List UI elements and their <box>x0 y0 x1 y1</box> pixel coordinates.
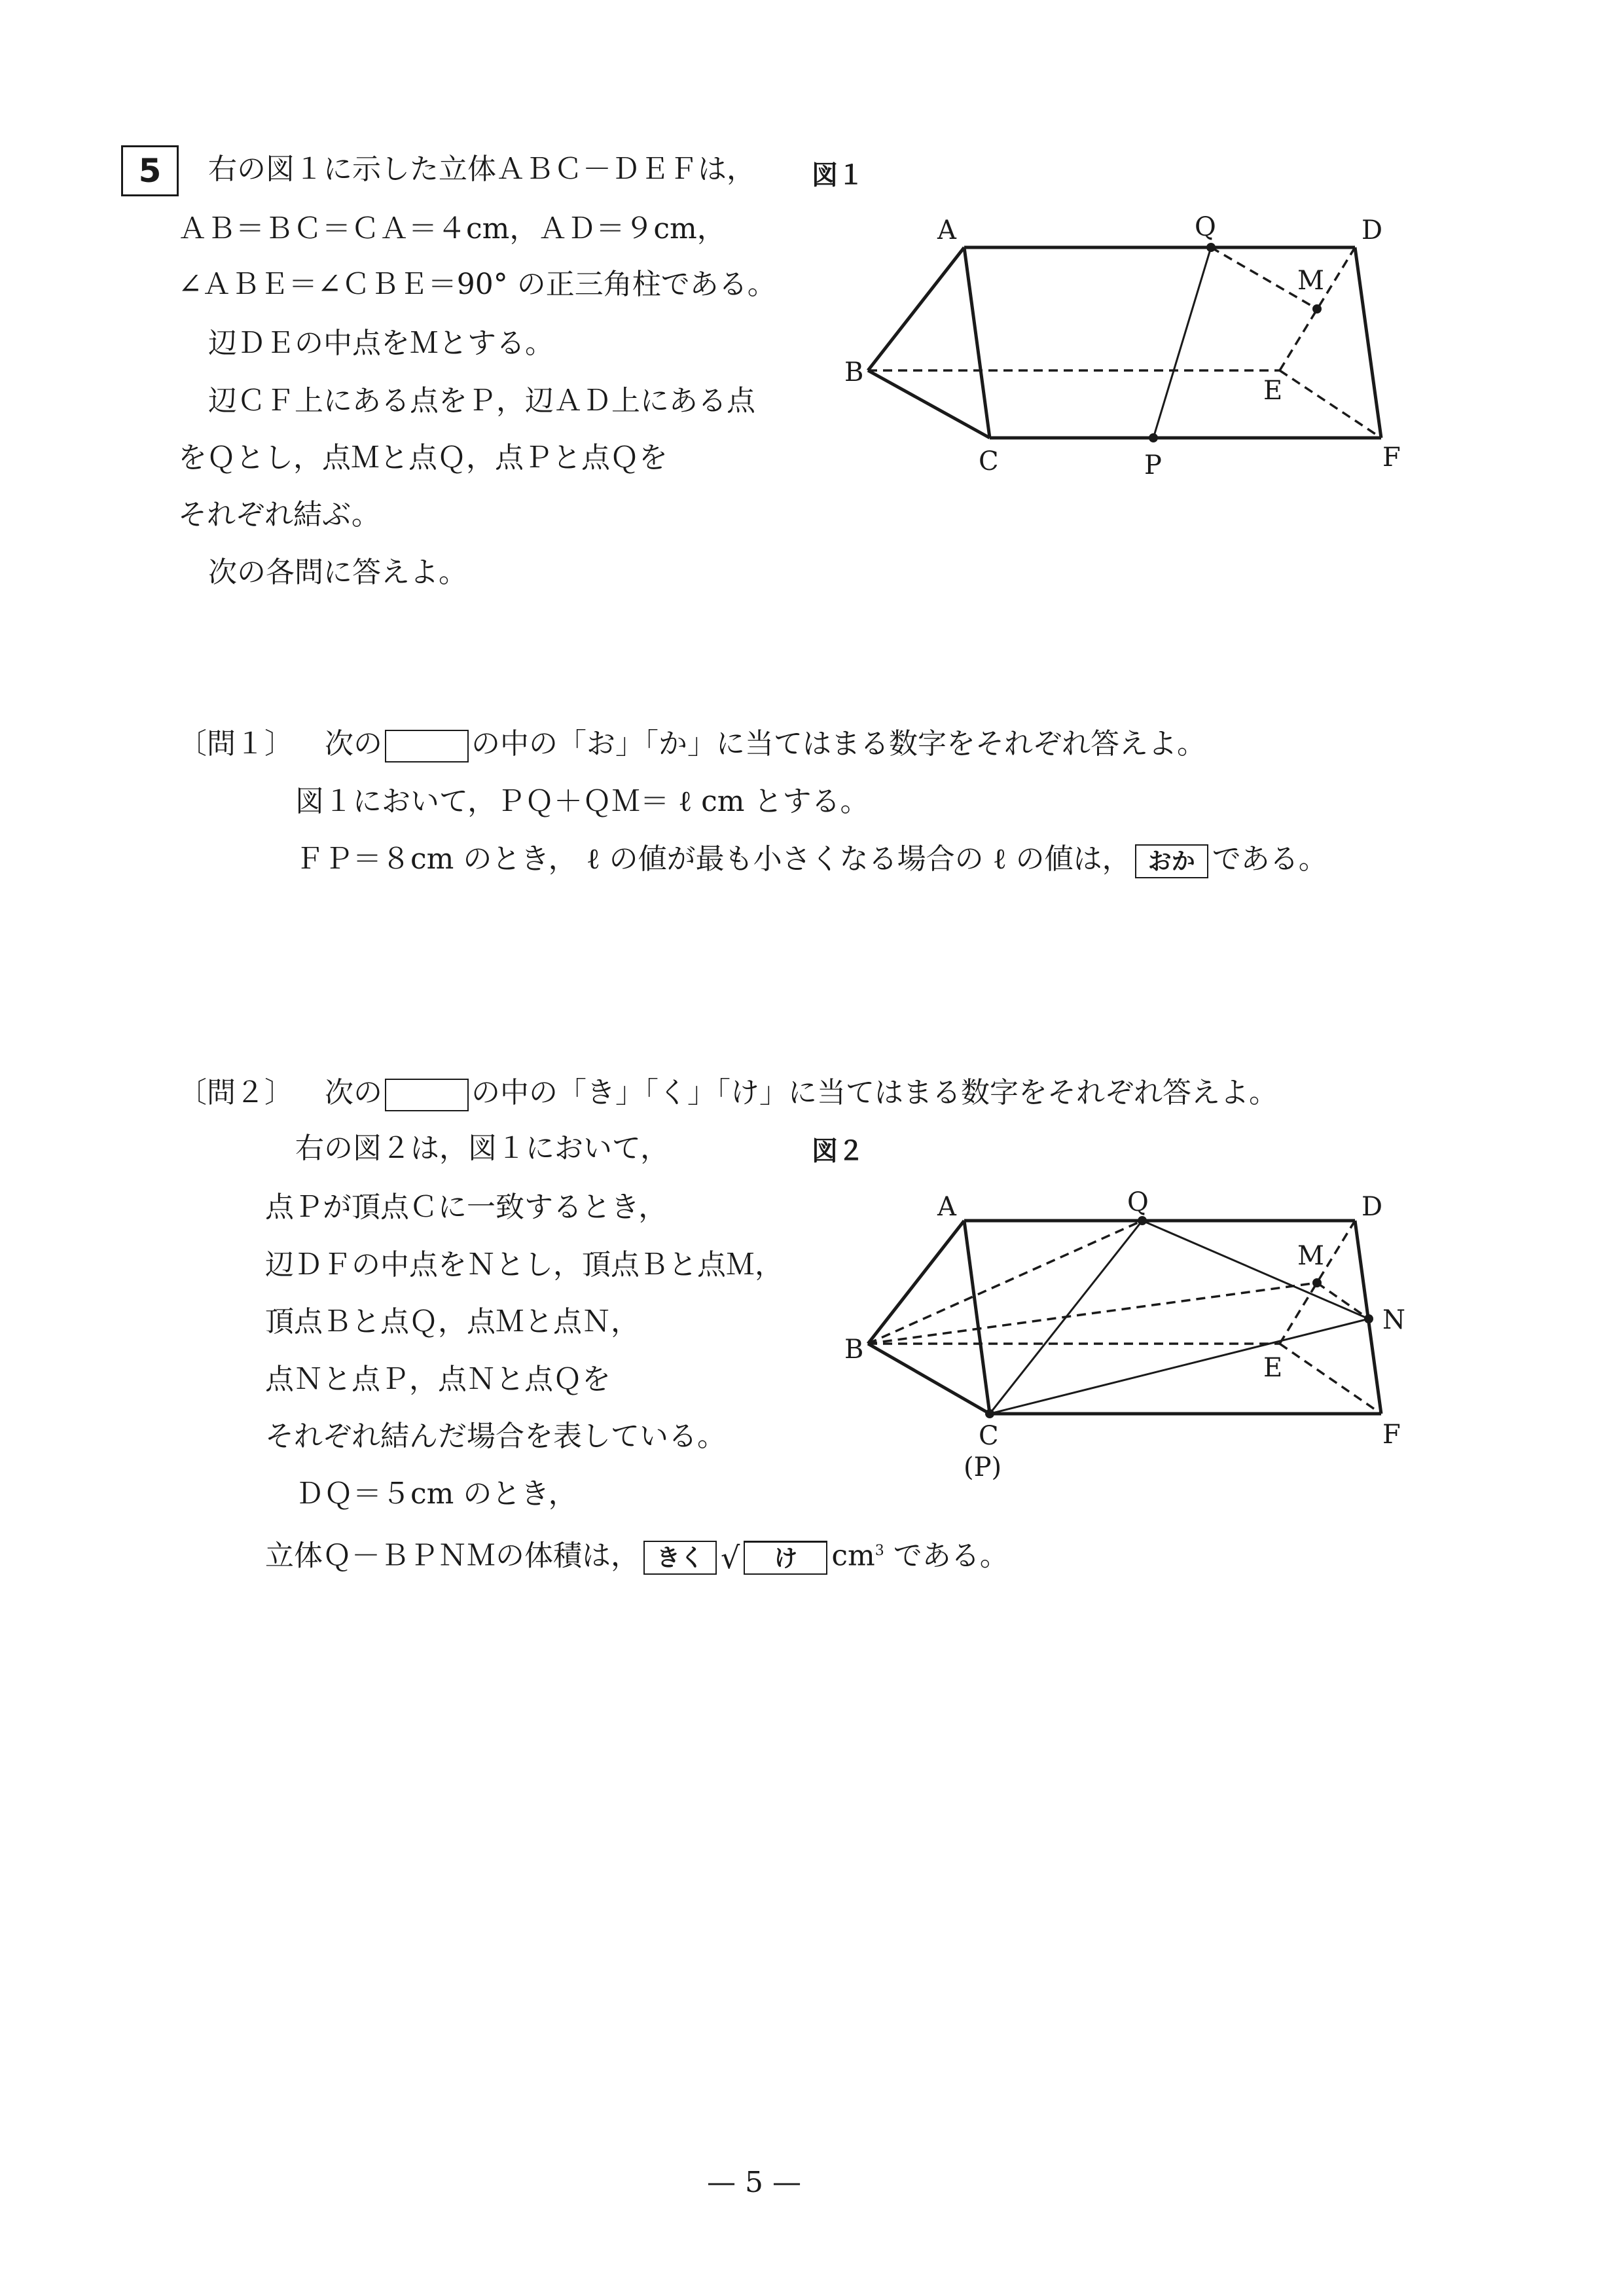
q1-instruction-pre: 次の <box>325 727 382 761</box>
segment-PQ <box>1153 247 1211 438</box>
label-B: B <box>844 1335 864 1365</box>
q2-blank-box <box>385 1079 469 1111</box>
label-Q: Q <box>1127 1187 1149 1217</box>
label-C: C <box>979 446 999 476</box>
segment-PN <box>990 1319 1369 1414</box>
problem-number: 5 <box>121 145 179 196</box>
q2-line-1: 右の図２は，図１において， <box>295 1132 670 1165</box>
label-P: (P) <box>964 1452 1002 1482</box>
label-A: A <box>937 215 956 245</box>
edge-AB <box>868 247 964 370</box>
point-M <box>1312 304 1322 314</box>
label-M: M <box>1297 266 1324 296</box>
point-Q <box>1138 1216 1147 1225</box>
edge-BC <box>868 1344 990 1414</box>
q1-line1: 図１において，ＰＱ＋ＱＭ＝ ℓ cm とする。 <box>295 785 869 818</box>
q2-line-4: 頂点Ｂと点Ｑ，点Ｍと点Ｎ， <box>265 1305 640 1338</box>
q2-answer-box-1: きく <box>643 1541 717 1575</box>
segment-BM <box>868 1283 1317 1344</box>
label-D: D <box>1362 1192 1383 1222</box>
point-N <box>1364 1314 1373 1323</box>
label-P: P <box>1144 450 1162 480</box>
point-M <box>1312 1278 1322 1287</box>
edge-AC <box>964 247 990 438</box>
q2-line-7: ＤＱ＝５cm のとき， <box>295 1477 577 1511</box>
intro-line-8: 次の各問に答えよ。 <box>208 556 467 589</box>
segment-QN <box>1142 1221 1369 1319</box>
point-P <box>1149 433 1158 442</box>
label-B: B <box>844 357 864 387</box>
q1-instruction-post: の中の「お」「か」に当てはまる数字をそれぞれ答えよ。 <box>471 727 1206 761</box>
label-A: A <box>937 1192 956 1222</box>
figure2-diagram <box>844 1181 1447 1489</box>
q2-instruction-post: の中の「き」「く」「け」に当てはまる数字をそれぞれ答えよ。 <box>471 1076 1278 1109</box>
intro-line-1: 右の図１に示した立体ＡＢＣ－ＤＥＦは， <box>208 152 755 186</box>
q2-unit: cm <box>831 1539 875 1573</box>
label-M: M <box>1297 1241 1324 1271</box>
q2-unit-exp: 3 <box>875 1543 884 1559</box>
edge-EF <box>1280 370 1381 438</box>
q2-instruction-pre: 次の <box>325 1076 382 1109</box>
q1-tag: 〔問１〕 <box>178 727 293 761</box>
intro-line-4: 辺ＤＥの中点をＭとする。 <box>208 327 554 360</box>
q2-final-pre: 立体Ｑ－ＢＰＮＭの体積は， <box>265 1539 640 1573</box>
label-E: E <box>1263 1353 1283 1383</box>
q1-answer-box: おか <box>1135 844 1208 878</box>
page-number: — 5 — <box>707 2166 801 2199</box>
label-D: D <box>1362 215 1383 245</box>
edge-EF <box>1280 1344 1381 1414</box>
q2-instruction <box>178 1073 1278 1113</box>
label-C: C <box>979 1421 999 1451</box>
q2-line-6: それぞれ結んだ場合を表している。 <box>265 1420 726 1453</box>
q1-line2 <box>295 840 1327 879</box>
edge-AC <box>964 1221 990 1414</box>
q1-line2-post: である。 <box>1212 842 1327 876</box>
intro-line-3: ∠ＡＢＥ＝∠ＣＢＥ＝90° の正三角柱である。 <box>178 268 776 301</box>
q2-line-5: 点Ｎと点Ｐ，点Ｎと点Ｑを <box>265 1363 611 1396</box>
point-C <box>985 1409 994 1418</box>
q1-blank-box <box>385 730 469 762</box>
intro-line-6: をＱとし，点Ｍと点Ｑ，点Ｐと点Ｑを <box>178 441 668 475</box>
intro-line-7: それぞれ結ぶ。 <box>178 498 380 531</box>
edge-AB <box>868 1221 964 1344</box>
label-F: F <box>1382 442 1401 473</box>
q1-instruction <box>178 725 1206 764</box>
label-E: E <box>1263 376 1283 406</box>
q2-final-post: である。 <box>884 1539 1009 1573</box>
edge-DF <box>1355 247 1381 438</box>
figure1-diagram <box>844 209 1447 484</box>
edge-BC <box>868 370 990 438</box>
q2-final-line <box>265 1532 1009 1577</box>
figure1-title: 図１ <box>812 160 864 190</box>
label-N: N <box>1382 1305 1405 1335</box>
q1-line2-pre: ＦＰ＝８cm のとき， ℓ の値が最も小さくなる場合の ℓ の値は， <box>295 842 1131 876</box>
point-Q <box>1206 243 1216 252</box>
q2-line-3: 辺ＤＦの中点をＮとし，頂点Ｂと点Ｍ， <box>265 1248 784 1282</box>
label-Q: Q <box>1195 212 1216 242</box>
q2-tag: 〔問２〕 <box>178 1076 293 1109</box>
label-F: F <box>1382 1420 1401 1450</box>
sqrt-symbol: √ <box>721 1540 740 1576</box>
intro-line-5: 辺ＣＦ上にある点をＰ，辺ＡＤ上にある点 <box>208 384 755 418</box>
figure2-title: 図２ <box>812 1136 864 1166</box>
intro-line-2: ＡＢ＝ＢＣ＝ＣＡ＝４cm，ＡＤ＝９cm， <box>178 212 726 245</box>
q2-answer-box-2: け <box>744 1541 827 1575</box>
q2-line-2: 点Ｐが頂点Ｃに一致するとき， <box>265 1191 668 1224</box>
